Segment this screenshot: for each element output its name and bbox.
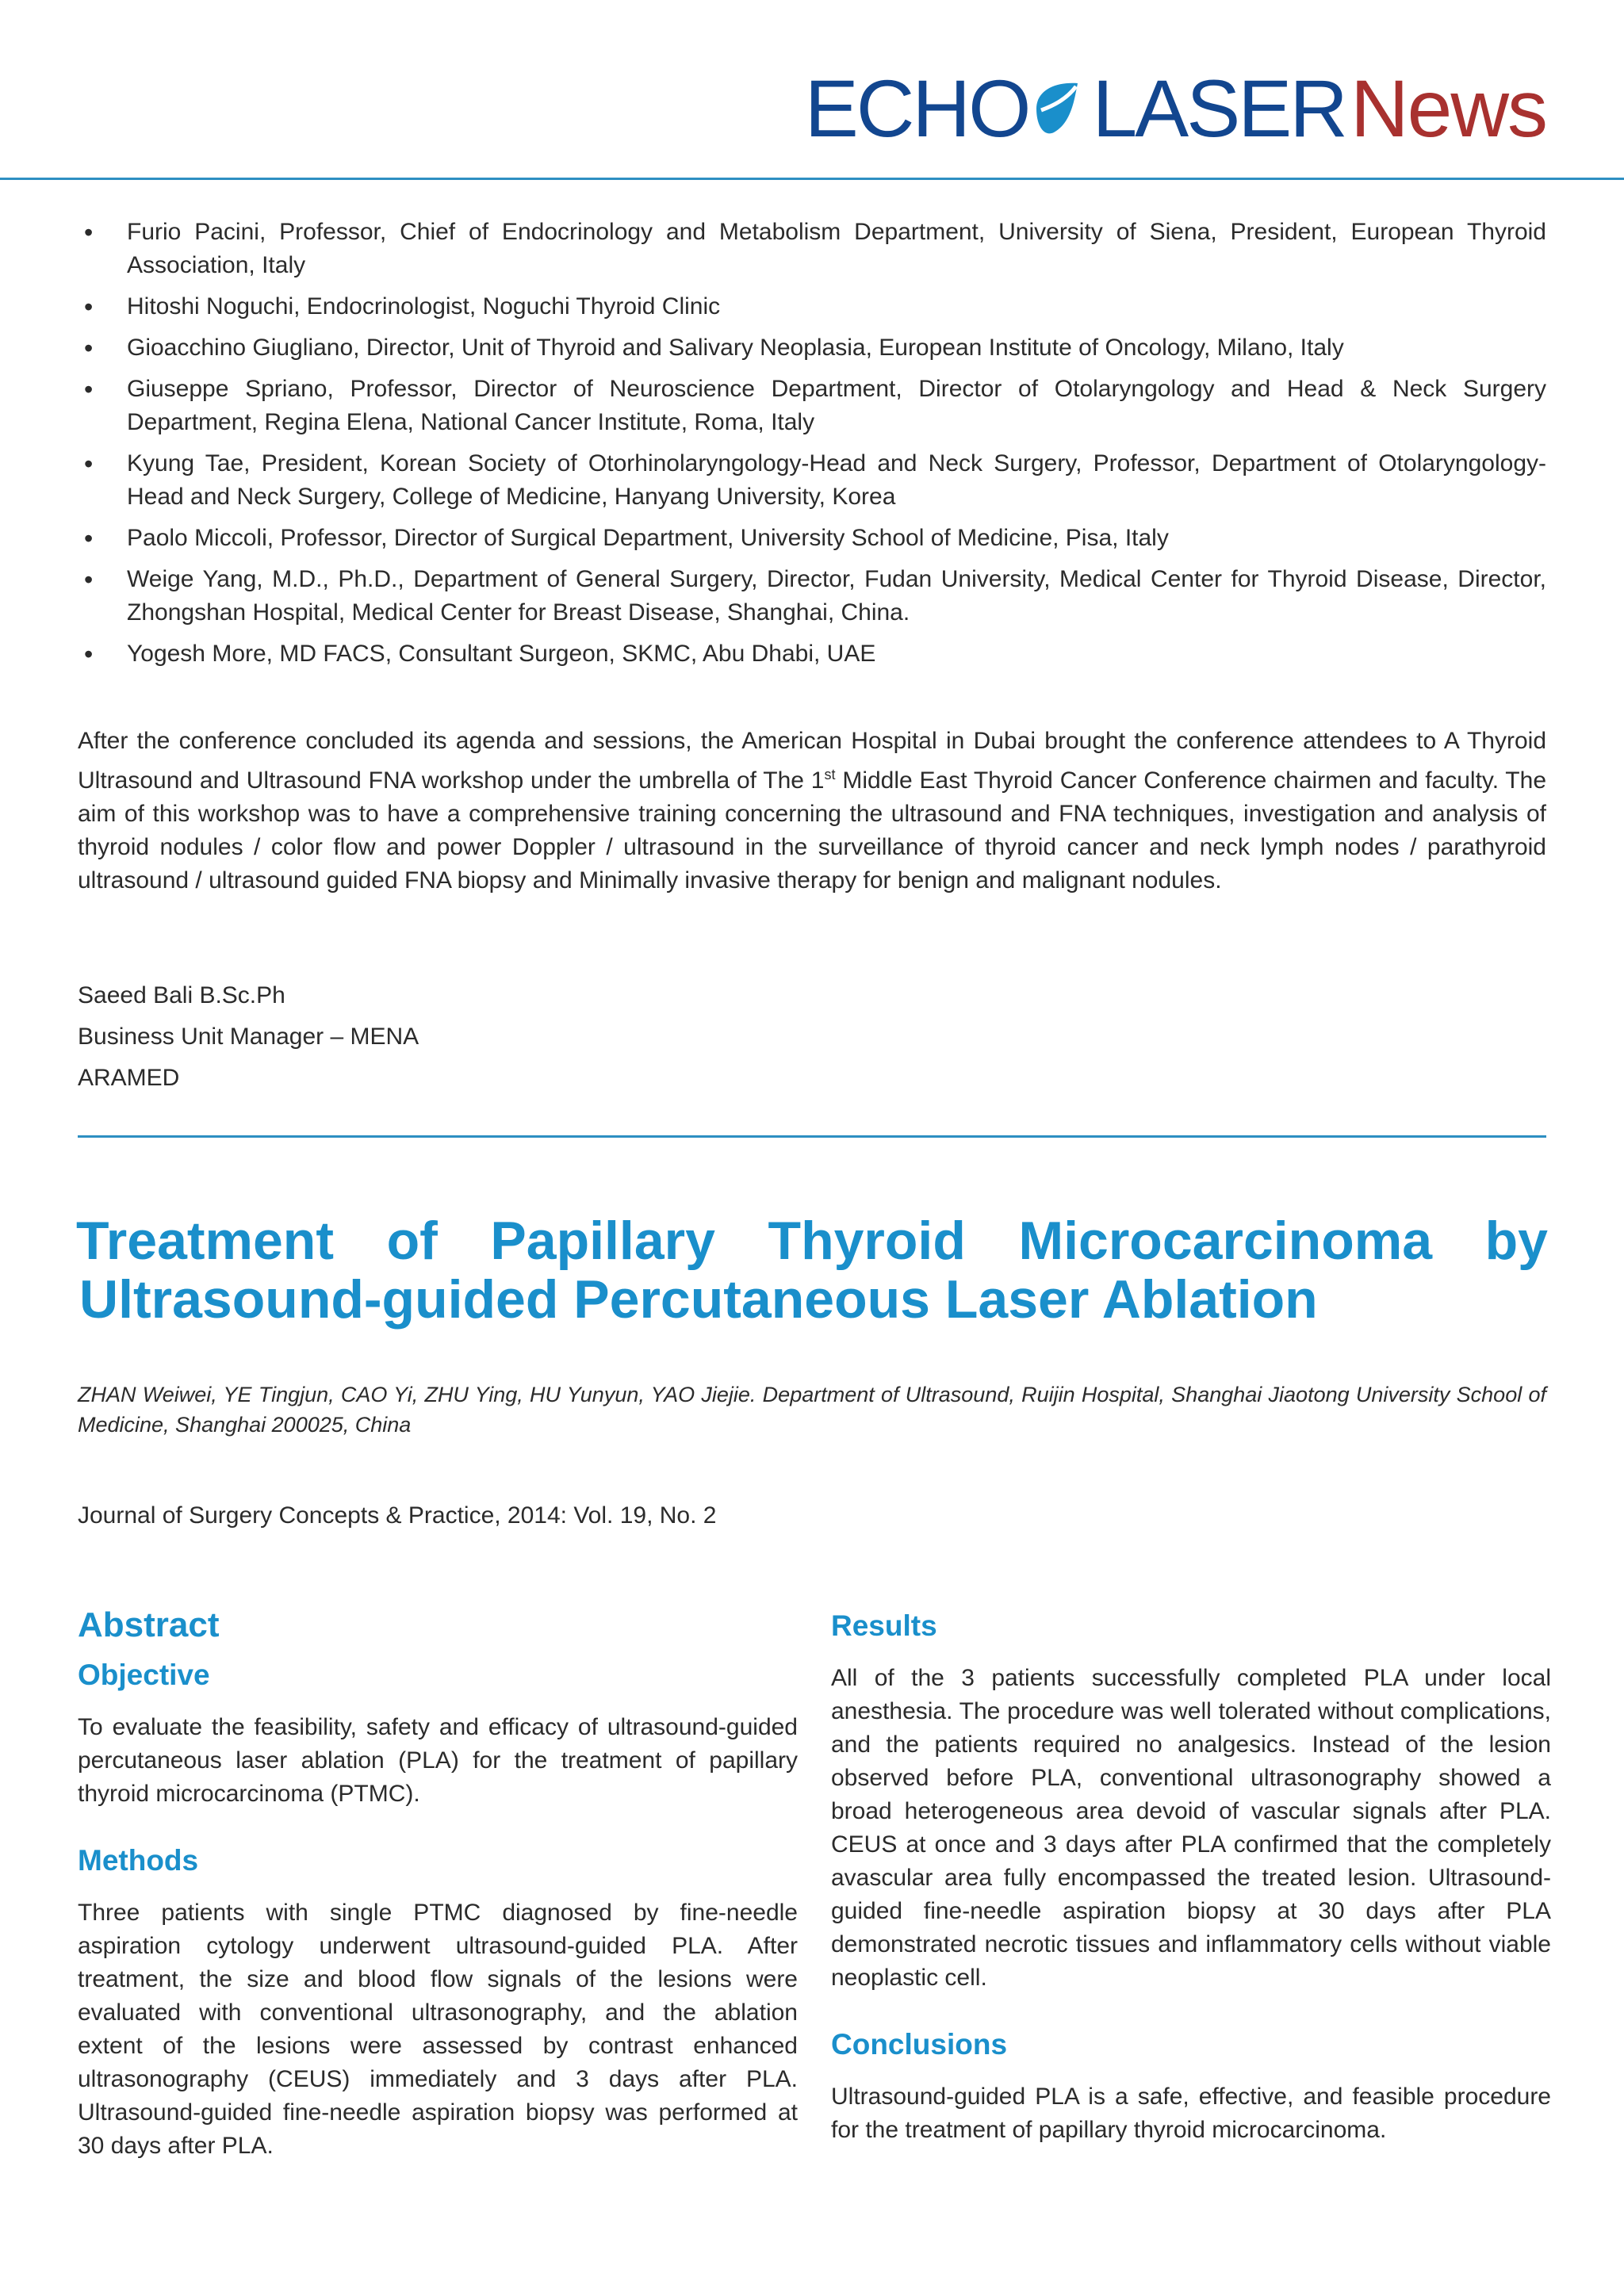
article-authors: ZHAN Weiwei, YE Tingjun, CAO Yi, ZHU Ying, HU Yunyun, YAO Jiejie. Department of Ultrasound, Ruijin Hospital, Shanghai Jiaotong University School of Medicine, Shanghai 200025, China xyxy=(78,1383,1546,1437)
signature-block xyxy=(78,975,419,1099)
signature-role: Business Unit Manager – MENA xyxy=(78,1024,419,1050)
faculty-item: • Furio Pacini, Professor, Chief of Endocrinology and Metabolism Department, University of Siena, President, European Thyroid Association, Italy xyxy=(78,216,1546,282)
faculty-item: • Giuseppe Spriano, Professor, Director of Neuroscience Department, Director of Otolaryngology and Head & Neck Surgery Department, Regina Elena, National Cancer Institute, Roma, Italy xyxy=(78,373,1546,439)
methods-heading: Methods xyxy=(78,1844,199,1877)
left-column xyxy=(78,1594,798,2193)
signature-org: ARAMED xyxy=(78,1065,180,1091)
faculty-item: • Gioacchino Giugliano, Director, Unit of Thyroid and Salivary Neoplasia, European Institute of Oncology, Milano, Italy xyxy=(78,331,1546,365)
workshop-text-part2: Middle East Thyroid Cancer Conference chairmen and faculty. The aim of this workshop was to have a comprehensive training concerning the ultrasound and FNA techniques, investigation and analysis of thyroid nodules / color flow and power Doppler / ultrasound in the surveillance of thyroid cancer and neck lymph nodes / parathyroid ultrasound / ultrasound guided FNA biopsy and Minimally invasive therapy for benign and malignant nodules. xyxy=(78,767,1547,894)
faculty-item: • Paolo Miccoli, Professor, Director of Surgical Department, University School of Medicine, Pisa, Italy xyxy=(78,522,1546,555)
journal-citation: Journal of Surgery Concepts & Practice, 2014: Vol. 19, No. 2 xyxy=(78,1502,717,1529)
workshop-text-part1: After the conference concluded its agenda and sessions, the American Hospital in Dubai brought the conference attendees to A Thyroid Ultrasound and Ultrasound FNA workshop under the umbrella of The 1 xyxy=(78,728,1546,794)
faculty-item: • Weige Yang, M.D., Ph.D., Department of General Surgery, Director, Fudan University, Medical Center for Thyroid Disease, Director, Zhongshan Hospital, Medical Center for Breast Disease, Shanghai, China. xyxy=(78,563,1546,629)
logo-laser-text: LASER xyxy=(1092,63,1346,154)
section-divider xyxy=(78,1135,1546,1138)
logo-news-text: News xyxy=(1350,63,1546,154)
conclusions-heading: Conclusions xyxy=(831,2028,1008,2061)
article-title-line1: Treatment of Papillary Thyroid Microcarcinoma by xyxy=(76,1211,1548,1271)
faculty-item: • Kyung Tae, President, Korean Society of Otorhinolaryngology-Head and Neck Surgery, Professor, Department of Otolaryngology- Head and Neck Surgery, College of Medicine, Hanyang University, Korea xyxy=(78,447,1546,514)
results-text: All of the 3 patients successfully completed PLA under local anesthesia. The procedure was well tolerated without complications, and the patients required no analgesics. Instead of the lesion observed before PLA, conventional ultrasonography showed a broad heterogeneous area devoid of vascular signals after PLA. CEUS at once and 3 days after PLA confirmed that the completely avascular area fully encompassed the treated lesion. Ultrasound-guided fine-needle aspiration biopsy at 30 days after PLA demonstrated necrotic tissues and inflammatory cells without viable neoplastic cell. xyxy=(831,1665,1551,1991)
objective-text: To evaluate the feasibility, safety and efficacy of ultrasound-guided percutaneous laser ablation (PLA) for the treatment of papillary thyroid microcarcinoma (PTMC). xyxy=(78,1714,798,1807)
right-column xyxy=(831,1594,1551,2177)
faculty-item: • Yogesh More, MD FACS, Consultant Surgeon, SKMC, Abu Dhabi, UAE xyxy=(78,637,1546,671)
page-header xyxy=(0,0,1624,181)
article-title-line2: Ultrasound-guided Percutaneous Laser Ablation xyxy=(79,1269,1318,1330)
faculty-list xyxy=(78,216,1546,679)
methods-text: Three patients with single PTMC diagnosed by fine-needle aspiration cytology underwent ultrasound-guided PLA. After treatment, the size and blood flow signals of the lesions were evaluated with conventional ultrasonography, and the ablation extent of the lesions were assessed by contrast enhanced ultrasonography (CEUS) immediately and 3 days after PLA. Ultrasound-guided fine-needle aspiration biopsy was performed at 30 days after PLA. xyxy=(78,1900,798,2159)
results-heading: Results xyxy=(831,1609,937,1642)
conclusions-text: Ultrasound-guided PLA is a safe, effective, and feasible procedure for the treatment of papillary thyroid microcarcinoma. xyxy=(831,2084,1551,2143)
workshop-paragraph xyxy=(78,725,1546,897)
signature-name: Saeed Bali B.Sc.Ph xyxy=(78,982,285,1008)
header-divider xyxy=(0,178,1624,180)
laser-drop-icon xyxy=(1030,75,1090,142)
article-title xyxy=(76,1211,1548,1329)
logo-echo-text: ECHO xyxy=(804,63,1029,154)
echolaser-news-logo xyxy=(805,65,1546,152)
objective-heading: Objective xyxy=(78,1659,210,1691)
faculty-item: • Hitoshi Noguchi, Endocrinologist, Noguchi Thyroid Clinic xyxy=(78,290,1546,323)
ordinal-suffix: st xyxy=(824,767,836,783)
abstract-heading: Abstract xyxy=(78,1605,220,1644)
